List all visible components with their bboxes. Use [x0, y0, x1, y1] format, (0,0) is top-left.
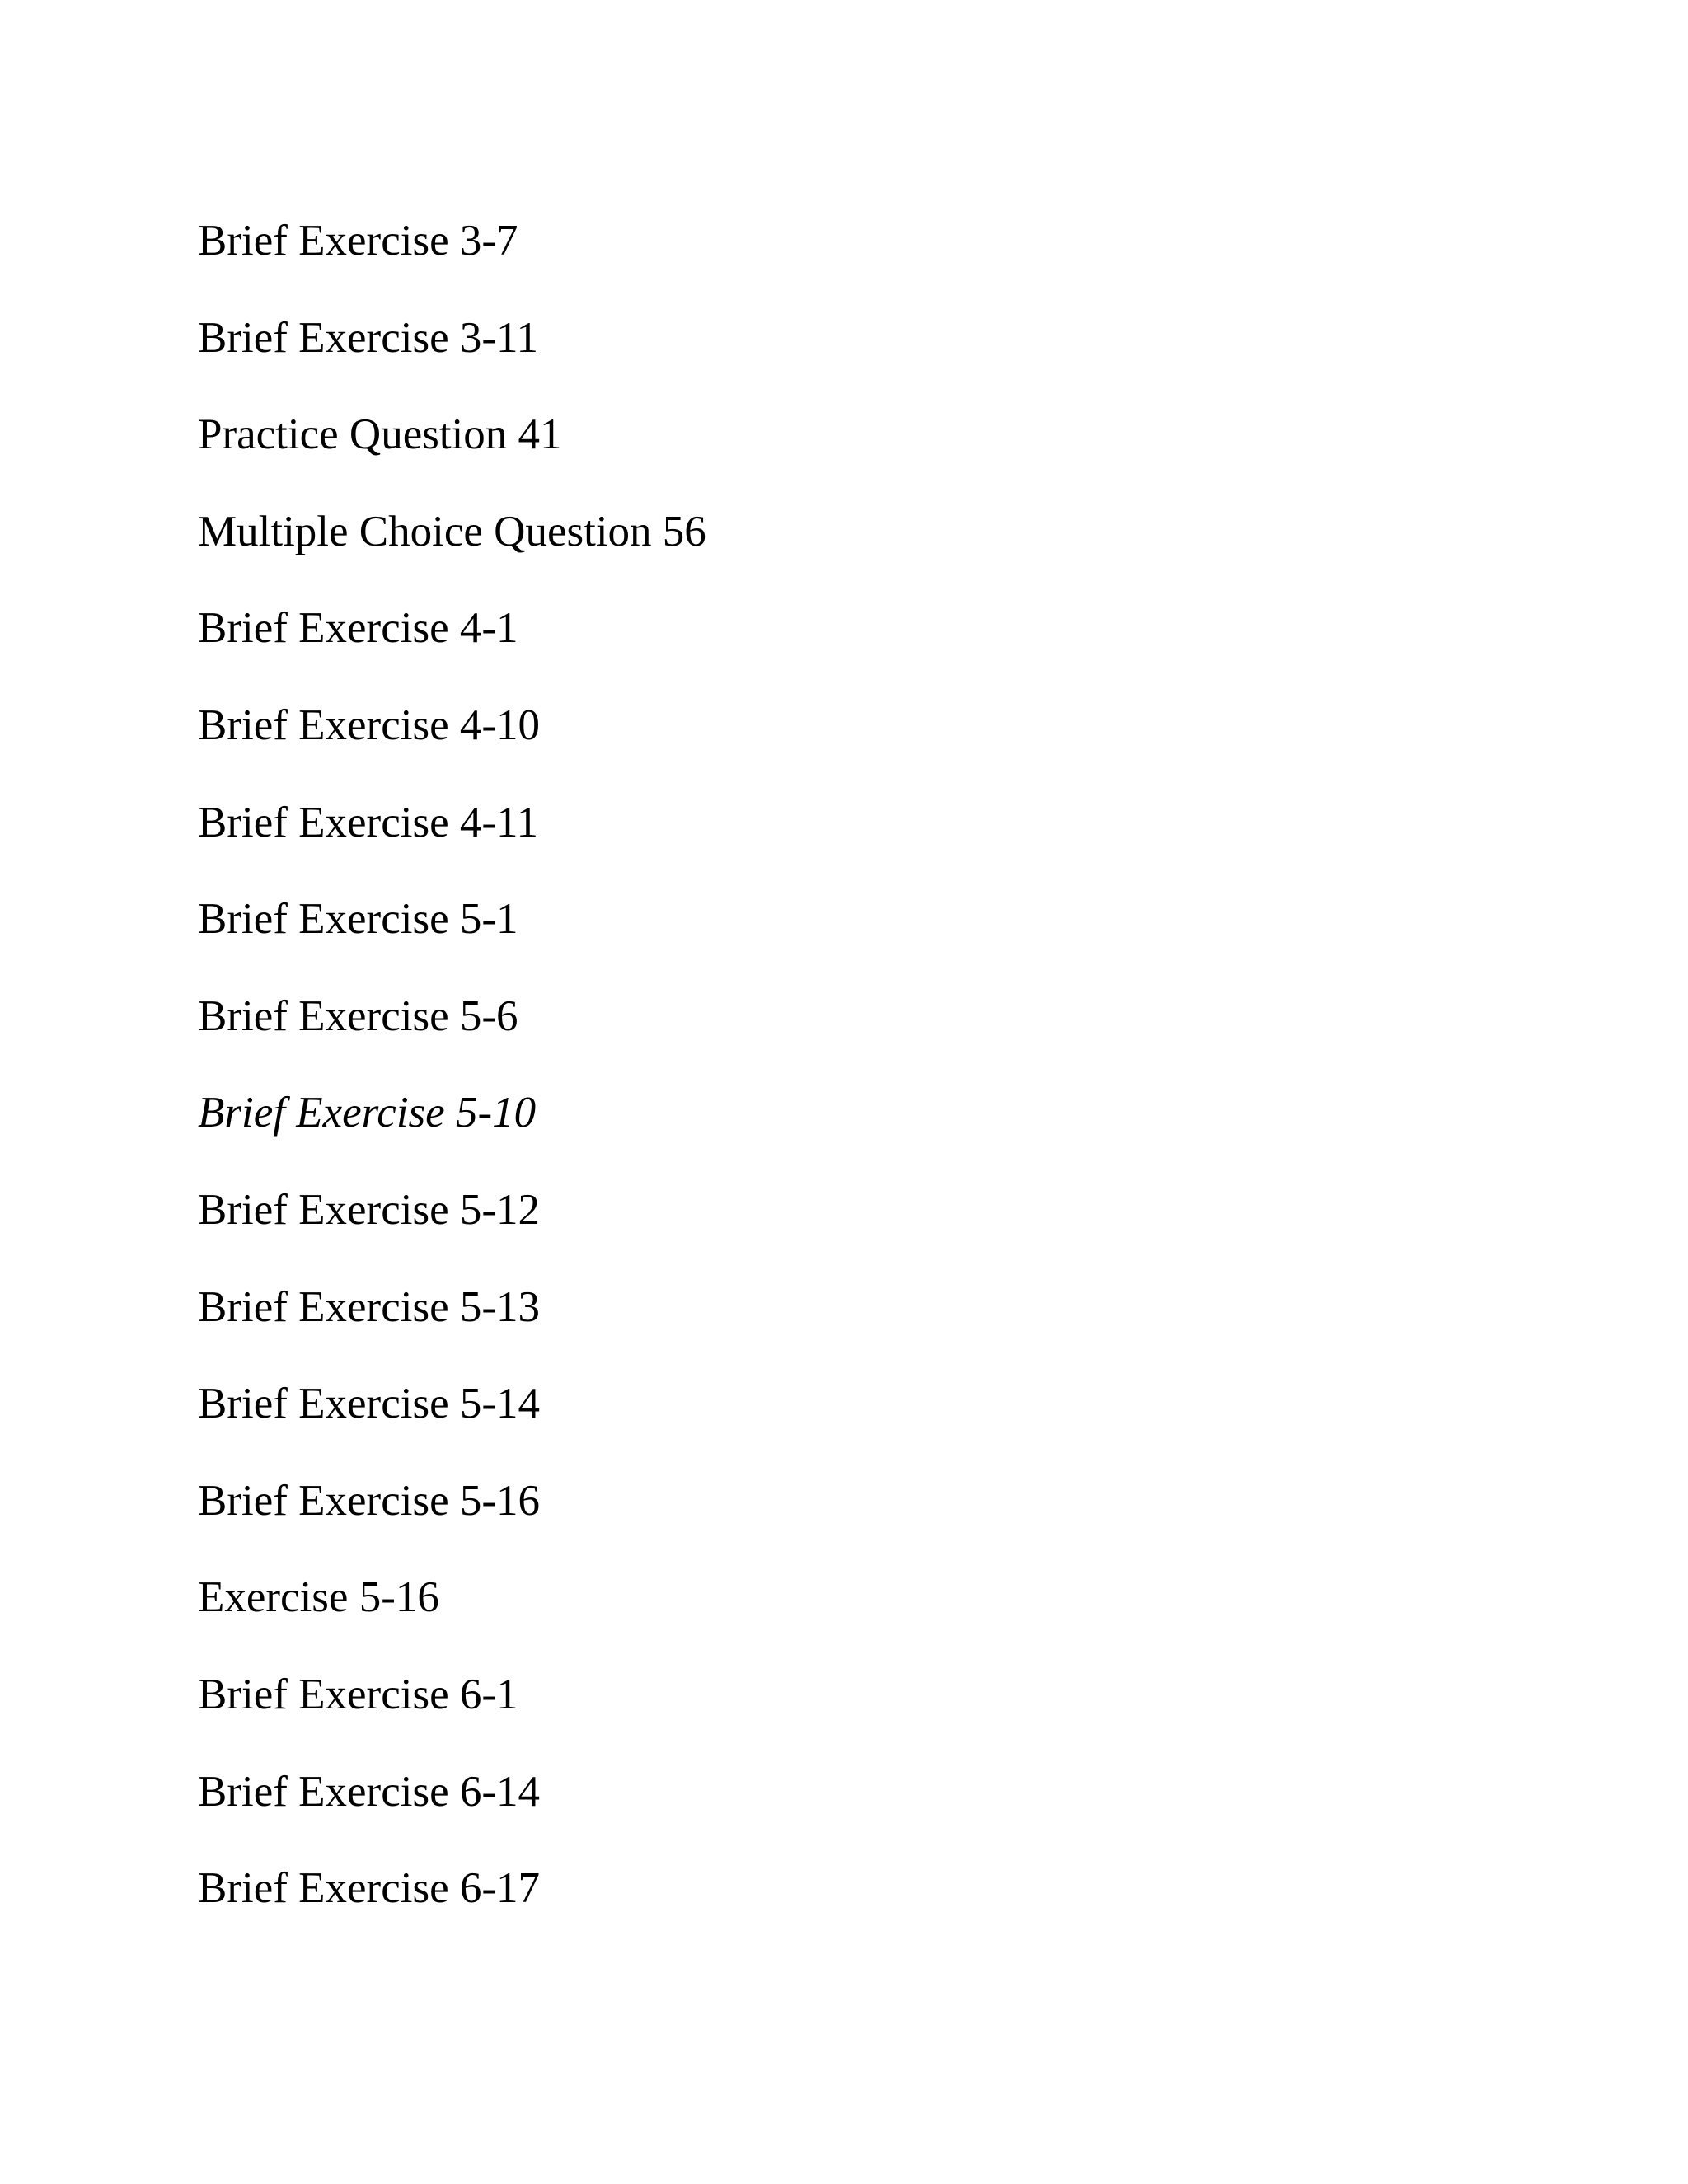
list-item: Brief Exercise 5-14 — [198, 1380, 540, 1428]
list-item: Brief Exercise 4-11 — [198, 798, 539, 846]
list-item: Brief Exercise 4-10 — [198, 701, 540, 749]
list-item: Brief Exercise 3-7 — [198, 217, 518, 265]
list-item: Brief Exercise 5-12 — [198, 1185, 540, 1234]
list-item: Brief Exercise 6-14 — [198, 1767, 540, 1816]
list-item: Brief Exercise 5-1 — [198, 895, 518, 944]
list-item: Exercise 5-16 — [198, 1573, 439, 1622]
list-item: Brief Exercise 5-13 — [198, 1282, 540, 1331]
list-item: Brief Exercise 3-11 — [198, 313, 539, 362]
list-item: Brief Exercise 5-16 — [198, 1476, 540, 1525]
exercise-list — [198, 193, 706, 1938]
list-item-italic: Brief Exercise 5-10 — [198, 1089, 537, 1137]
list-item: Multiple Choice Question 56 — [198, 507, 706, 555]
list-item: Brief Exercise 6-17 — [198, 1864, 540, 1913]
list-item: Brief Exercise 6-1 — [198, 1670, 518, 1718]
list-item: Brief Exercise 4-1 — [198, 604, 518, 653]
list-item: Practice Question 41 — [198, 410, 562, 459]
list-item: Brief Exercise 5-6 — [198, 991, 518, 1040]
